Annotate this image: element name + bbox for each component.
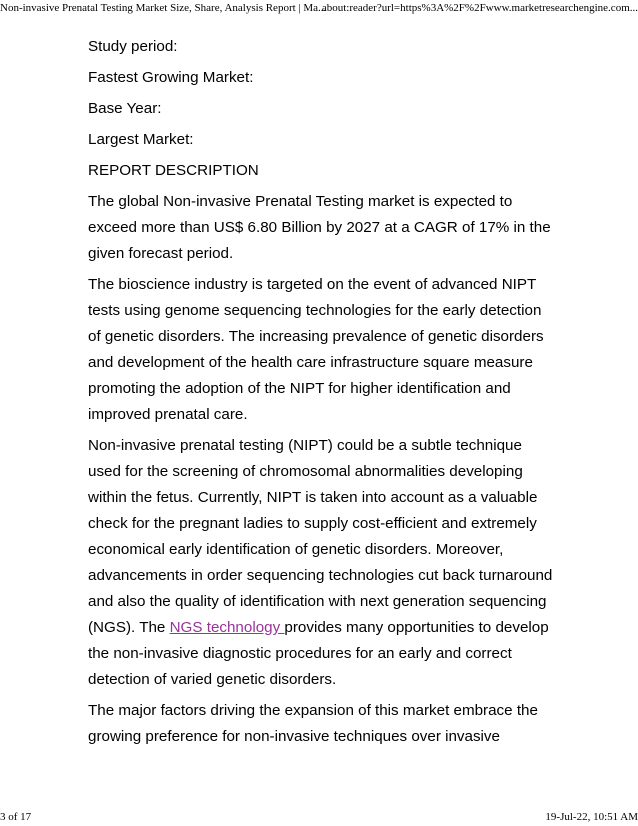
meta-fastest-growing-market: Fastest Growing Market: — [88, 69, 254, 86]
meta-study-period: Study period: — [88, 38, 178, 55]
paragraph: The bioscience industry is targeted on the event of advanced NIPT tests using genome sequencing technologies for the early detection of genetic disorders. The increasing prevalence of genetic disorders and development of the health care infrastructure square measure promoting the adoption of the NIPT for higher identification and improved prenatal care. — [88, 276, 544, 423]
print-footer — [0, 811, 638, 825]
meta-base-year: Base Year: — [88, 100, 162, 117]
section-heading: REPORT DESCRIPTION — [88, 162, 259, 179]
paragraph-text: Non-invasive prenatal testing (NIPT) could be a subtle technique used for the screening of chromosomal abnormalities developing within the fetus. Currently, NIPT is taken into account as a valuable check for the pregnant ladies to supply cost-efficient and extremely economical early identification of genetic disorders. Moreover, advancements in order sequencing technologies cut back turnaround and also the quality of identification with next generation sequencing (NGS). The — [88, 437, 553, 636]
print-header-url: about:reader?url=https%3A%2F%2Fwww.marketresearchengine.com... — [321, 2, 638, 14]
paragraph: The major factors driving the expansion of this market embrace the growing preference for non-invasive techniques over invasive — [88, 702, 538, 745]
page-number: 3 of 17 — [0, 811, 32, 823]
ngs-technology-link[interactable]: NGS technology — [169, 619, 285, 636]
paragraph: The global Non-invasive Prenatal Testing market is expected to exceed more than US$ 6.80 Billion by 2027 at a CAGR of 17% in the given forecast period. — [88, 193, 551, 262]
meta-largest-market: Largest Market: — [88, 131, 194, 148]
print-header — [0, 2, 638, 16]
paragraph-text: provides many opportunities to develop the non-invasive diagnostic procedures for an early and correct detection of varied genetic disorders. — [88, 619, 549, 688]
print-datetime: 19-Jul-22, 10:51 AM — [545, 811, 638, 823]
article-body — [88, 34, 558, 755]
paragraph-with-link — [88, 433, 558, 693]
print-header-title: Non-invasive Prenatal Testing Market Size, Share, Analysis Report | Ma... — [0, 2, 327, 14]
